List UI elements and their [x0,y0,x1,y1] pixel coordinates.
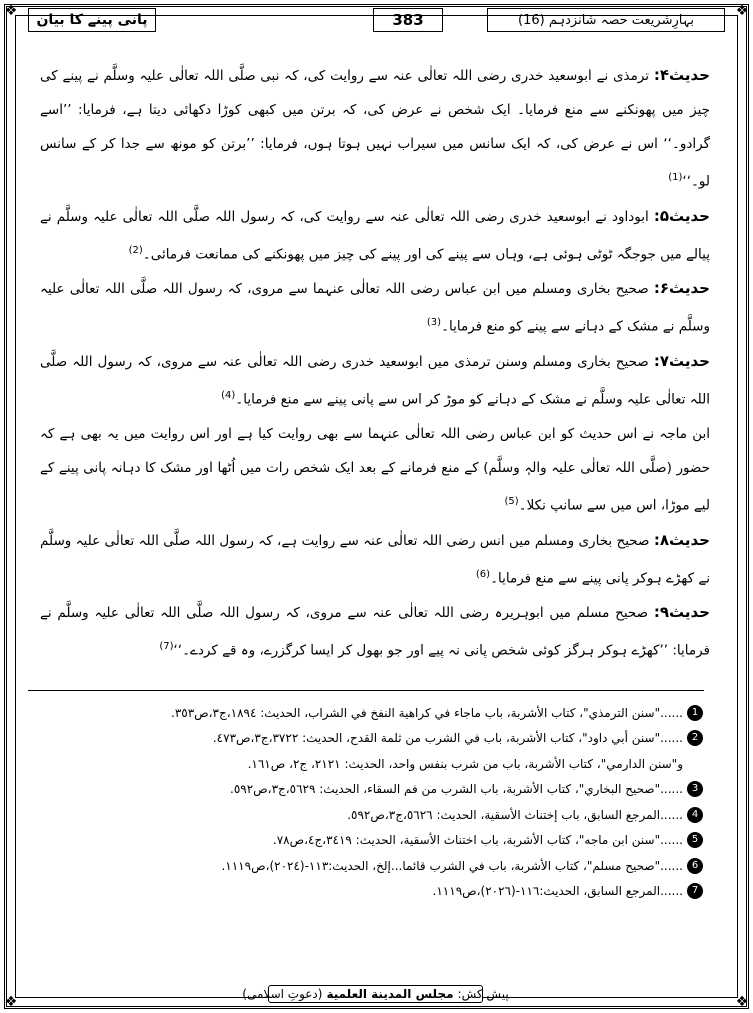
hadith-text: صحیح بخاری ومسلم میں ابن عباس رضی اللہ تعالٰی عنہما سے مروی، کہ رسول اللہ صلَّی اللہ تعالٰی علیہ وسلَّم نے مشک کے دہانے سے پینے کو منع فرمایا۔ [40,281,710,335]
footnote-text: ......"صحيح مسلم"، كتاب الأشربة، باب في الشرب قائما...إلخ، الحديث:١١٣-(٢٠٢٤)،ص١١١٩. [221,858,683,873]
footnote-number: 7 [687,883,703,899]
hadith-text: ابن ماجہ نے اس حدیث کو ابن عباس رضی اللہ تعالٰی عنہما سے بھی روایت کیا ہے اور اس روایت میں یہ بھی ہے کہ حضور (صلَّی اللہ تعالٰی علیہ والہٖ وسلَّم) کے منع فرمانے کے بعد ایک شخص رات میں اُٹھا اور مشک کا دہانہ پانی پینے کے لیے موڑا، اس میں سے سانپ نکلا۔ [40,426,710,514]
footnotes [28,700,703,904]
footnote-item [28,879,703,905]
hadith-label: حدیث۴: [653,66,710,84]
footnote-ref[interactable]: (2) [128,244,143,256]
corner-ornament-icon: ❖ [735,994,749,1010]
footnote-number: 5 [687,832,703,848]
main-text [40,58,710,668]
corner-ornament-icon: ❖ [4,3,18,19]
hadith-label: حدیث۸: [653,530,710,549]
page-number: 383 [373,8,443,32]
hadith-paragraph [40,523,710,596]
footnote-ref[interactable]: (7) [159,641,174,652]
footnote-text: ......المرجع السابق، الحديث:١١٦-(٢٠٢٦)،ص١١١٩. [432,884,683,899]
footnote-ref[interactable]: (6) [475,568,491,580]
corner-ornament-icon: ❖ [735,3,749,19]
hadith-label: حدیث۵: [653,206,710,225]
hadith-paragraph [40,344,710,417]
footnote-ref[interactable]: (5) [504,496,519,507]
footnote-ref[interactable]: (1) [668,172,683,183]
footer-publisher: مجلس المدینة العلمیة [326,987,454,1001]
hadith-paragraph [40,595,710,668]
footnote-number: 6 [687,858,703,874]
footnote-item [28,828,703,854]
footnote-ref[interactable]: (3) [426,317,442,328]
footnote-item [28,751,703,777]
footnote-number: 3 [687,781,703,797]
hadith-label: حدیث۶: [653,279,710,297]
footnote-ref[interactable]: (4) [221,389,236,401]
footnote-text: ......المرجع السابق، باب إختناث الأسقية، الحديث: ٥٦٢٦،ج٣،ص٥٩٢. [347,807,683,822]
footer-org: (دعوتِ اسلامی) [242,987,323,1001]
hadith-label: حدیث۷: [653,351,710,370]
hadith-text: صحیح بخاری ومسلم میں انس رضی اللہ تعالٰی عنہ سے روایت ہے، کہ رسول اللہ صلَّی اللہ تعالٰی علیہ وسلَّم نے کھڑے ہوکر پانی پینے سے منع فرمایا۔ [40,532,710,586]
footnote-item [28,853,703,879]
hadith-paragraph [40,199,710,272]
footnote-text: ......"سنن ابن ماجه"، كتاب الأشربة، باب اختناث الأسقية، الحديث: ٣٤١٩،ج٤،ص٧٨. [272,833,683,848]
footnote-item [28,726,703,752]
footer-presented-by: پیش کش: [457,987,509,1001]
corner-ornament-icon: ❖ [4,994,18,1010]
hadith-paragraph [40,271,710,344]
page-header [28,8,725,34]
chapter-title: پانی پینے کا بیان [28,8,156,32]
footnote-number: 1 [687,705,703,721]
footnote-item [28,777,703,803]
hadith-text: ابوداود نے ابوسعید خدری رضی اللہ تعالٰی عنہ سے روایت کی، کہ رسول اللہ صلَّی اللہ تعالٰی علیہ وسلَّم نے پیالے میں جوجگہ ٹوٹی ہوئی ہے، وہاں سے پینے کی اور پینے کی چیز میں پھونکنے کی ممانعت فرمائی۔ [40,208,710,262]
book-title: بہارِشریعت حصہ شانزدہم (16) [487,8,725,32]
hadith-paragraph [40,58,710,199]
hadith-text: صحیح مسلم میں ابوہریرہ رضی اللہ تعالٰی عنہ سے مروی، کہ رسول اللہ صلَّی اللہ تعالٰی علیہ وسلَّم نے فرمایا: ’’کھڑے ہوکر ہرگز کوئی شخص پانی نہ پیے اور جو بھول کر ایسا کرگزرے، وہ قے کردے۔‘‘ [40,605,710,659]
footnote-text: ......"سنن الترمذي"، كتاب الأشربة، باب ماجاء في كراهية النفخ في الشراب، الحديث: ١٨٩٤،ج٣،ص٣٥٣. [170,705,683,720]
footnote-text: ......"سنن أبي داود"، كتاب الأشربة، باب في الشرب من ثلمة القدح، الحديث: ٣٧٢٢،ج٣،ص٤٧٣. [212,731,683,746]
footnote-item [28,700,703,726]
page-footer [242,985,509,1003]
hadith-label: حدیث۹: [653,603,710,621]
hadith-text: صحیح بخاری ومسلم وسنن ترمذی میں ابوسعید خدری رضی اللہ تعالٰی عنہ سے مروی، کہ رسول اللہ صلَّی اللہ تعالٰی علیہ وسلَّم نے مشک کے دہانے کو موڑ کر اس سے پانی پینے سے منع فرمایا۔ [40,353,710,407]
footnote-text: ......"صحيح البخاري"، كتاب الأشربة، باب الشرب من فم السقاء، الحديث: ٥٦٢٩،ج٣،ص٥٩٢. [230,782,683,797]
footnote-item [28,802,703,828]
hadith-paragraph [40,416,710,523]
footnote-number: 2 [687,730,703,746]
footnote-separator [28,690,704,691]
footnote-number: 4 [687,807,703,823]
hadith-text: ترمذی نے ابوسعید خدری رضی اللہ تعالٰی عنہ سے روایت کی، کہ نبی صلَّی اللہ تعالٰی علیہ وسلَّم نے پینے کی چیز میں پھونکنے سے منع فرمایا۔ ایک شخص نے عرض کی، کہ برتن میں کبھی کوڑا دکھائی دیتا ہے، فرمایا: ’’اسے گرادو۔‘‘ اس نے عرض کی، کہ ایک سانس میں سیراب نہیں ہوتا ہوں، فرمایا: ’’برتن کو مونھ سے جدا کر کے سانس لو۔‘‘ [40,68,710,190]
footnote-text: و"سنن الدارمي"، كتاب الأشربة، باب من شرب بنفس واحد، الحديث: ٢١٢١، ج٢، ص١٦١. [247,756,683,771]
